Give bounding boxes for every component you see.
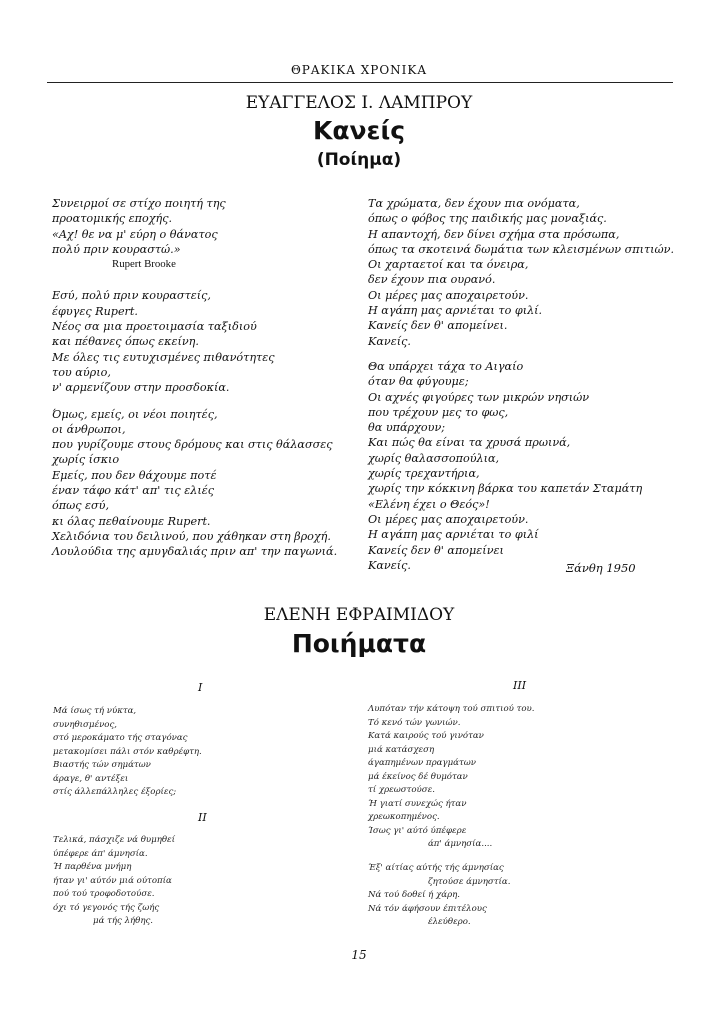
verse-line: Η απαντοχή, δεν δίνει σχήμα στα πρόσωπα, — [368, 227, 620, 241]
section-number-1: I — [198, 681, 203, 694]
verse-line: ν' αρμενίζουν στην προσδοκία. — [52, 381, 230, 395]
verse-line: Τό κενό τών γωνιών. — [368, 717, 461, 728]
verse-line: Τελικά, πάσχιζε νά θυμηθεί — [53, 835, 176, 845]
verse-line: χωρίς ίσκιο — [52, 453, 120, 467]
verse-line: Κανείς δεν θ' απομείνει. — [368, 319, 508, 333]
verse-line: Ίσως γι' αύτό ύπέφερε — [368, 825, 467, 836]
poem1-left-column — [52, 196, 357, 560]
verse-line: Νά τόν άφήσουν έπιτέλους — [368, 903, 487, 914]
left-stanza-1 — [52, 288, 357, 395]
verse-line: Τα χρώματα, δεν έχουν πια ονόματα, — [368, 197, 580, 210]
verse-line: Και πώς θα είναι τα χρυσά πρωινά, — [368, 436, 571, 450]
epigraph — [52, 196, 357, 272]
verse-line: Η αγάπη μας αρνιέται το φιλί — [368, 528, 539, 542]
verse-line: Νέος σα μια προετοιμασία ταξιδιού — [52, 320, 257, 334]
verse-line: χωρίς θαλασσοπούλια, — [368, 451, 500, 465]
verse-line: «Ελένη έχει ο Θεός»! — [368, 497, 490, 511]
verse-line: Χελιδόνια του δειλινού, που χάθηκαν στη βροχή. — [52, 529, 331, 543]
verse-line: Η αγάπη μας αρνιέται το φιλί. — [368, 304, 543, 318]
verse-line: Όμως, εμείς, οι νέοι ποιητές, — [52, 407, 218, 421]
journal-header: ΘΡΑΚΙΚΑ ΧΡΟΝΙΚΑ — [290, 63, 428, 77]
verse-line: Εμείς, που δεν θάχουμε ποτέ — [52, 468, 217, 482]
verse-line: έφυγες Rupert. — [52, 304, 138, 318]
verse-line: χρεωκοπημένος. — [368, 812, 440, 822]
header-rule — [47, 82, 673, 83]
page-number: 15 — [351, 948, 367, 962]
verse-line: που γυρίζουμε στους δρόμους και στις θάλασσες — [52, 438, 333, 452]
verse-line: Λυπόταν τήν κάτοψη τού σπιτιού του. — [368, 704, 535, 714]
verse-line: θα υπάρχουν; — [368, 421, 446, 435]
verse-line: μά τής λήθης. — [93, 916, 154, 926]
verse-line: Κανείς. — [368, 334, 411, 348]
verse-line: Κανείς δεν θ' απομείνει — [368, 543, 504, 557]
epigraph-line: «Αχ! θε να μ' εύρη ο θάνατος — [52, 227, 218, 241]
verse-line: Μά ίσως τή νύκτα, — [53, 706, 137, 716]
verse-line: στίς άλλεπάλληλες έξορίες; — [53, 787, 177, 797]
verse-line: Εσύ, πολύ πριν κουραστείς, — [52, 289, 211, 303]
verse-line: έναν τάφο κάτ' απ' τις ελιές — [52, 484, 214, 498]
epigraph-line: Συνειρμοί σε στίχο ποιητή της — [52, 197, 226, 210]
verse-line: Οι μέρες μας αποχαιρετούν. — [368, 288, 529, 302]
verse-line: άραγε, θ' αντέξει — [53, 773, 129, 784]
verse-line: δεν έχουν πια ουρανό. — [368, 273, 496, 287]
verse-line: Ή παρθένα μνήμη — [53, 862, 132, 872]
poem1-title: Κανείς — [312, 116, 406, 145]
verse-line: όπως εσύ, — [52, 499, 110, 513]
verse-line: όχι τό γεγονός τής ζωής — [53, 902, 160, 913]
poem1-signoff: Ξάνθη 1950 — [566, 561, 636, 575]
verse-line: ζητούσε άμνηστία. — [428, 876, 511, 887]
right-stanza-1 — [368, 196, 673, 349]
epigraph-line: πολύ πριν κουραστώ.» — [52, 242, 181, 256]
verse-line: Έξ' αίτίας αύτής τής άμνησίας — [368, 863, 504, 873]
verse-line: άπ' άμνησία.... — [428, 839, 493, 849]
verse-line: Οι μέρες μας αποχαιρετούν. — [368, 512, 529, 526]
verse-line: Οι αχνές φιγούρες των μικρών νησιών — [368, 390, 590, 404]
poem2-section-3-stanza-2 — [368, 862, 510, 930]
poem2-section-3 — [368, 703, 535, 852]
verse-line: μετακομίσει πάλι στόν καθρέφτη. — [53, 746, 202, 757]
verse-line: Κατά καιρούς τού γινόταν — [368, 731, 484, 741]
verse-line: χωρίς τρεχαντήρια, — [368, 467, 480, 481]
verse-line: και πέθανες όπως εκείνη. — [52, 335, 199, 349]
verse-line: μιά κατάσχεση — [368, 744, 435, 755]
verse-line: οι άνθρωποι, — [52, 422, 126, 436]
poem2-section-1 — [53, 705, 202, 800]
verse-line: του αύριο, — [52, 365, 111, 379]
verse-line: στό μεροκάματο τής σταγόνας — [53, 733, 188, 743]
verse-line: έλεύθερο. — [428, 917, 471, 927]
verse-line: όπως ο φόβος της παιδικής μας μοναξιάς. — [368, 212, 607, 226]
poem1-right-column — [368, 196, 673, 573]
verse-line: χωρίς την κόκκινη βάρκα του καπετάν Σταμάτη — [368, 482, 643, 496]
verse-line: άγαπημένων πραγμάτων — [368, 758, 476, 768]
verse-line: συνηθισμένος, — [53, 719, 118, 730]
poem2-title: Ποιήματα — [291, 629, 427, 658]
poem1-subtitle: (Ποίημα) — [316, 150, 402, 170]
verse-line: Βιαστής τών σημάτων — [53, 760, 151, 770]
verse-line: κι όλας πεθαίνουμε Rupert. — [52, 514, 211, 528]
verse-line: πού τού τροφοδοτούσε. — [53, 889, 155, 899]
verse-line: Ή γιατί συνεχώς ήταν — [368, 798, 467, 809]
verse-line: Κανείς. — [368, 558, 411, 572]
verse-line: μά έκείνος δέ θυμόταν — [368, 771, 468, 782]
poem2-author: ΕΛΕΝΗ ΕΦΡΑΙΜΙΔΟΥ — [263, 605, 455, 625]
verse-line: που τρέχουν μες το φως, — [368, 405, 509, 419]
verse-line: ήταν γι' αύτόν μιά ούτοπία — [53, 875, 172, 886]
verse-line: τί χρεωστούσε. — [368, 785, 435, 795]
verse-line: Θα υπάρχει τάχα το Αιγαίο — [368, 359, 524, 373]
verse-line: όταν θα φύγουμε; — [368, 375, 469, 389]
poem1-author: ΕΥΑΓΓΕΛΟΣ Ι. ΛΑΜΠΡΟΥ — [245, 93, 473, 113]
verse-line: Με όλες τις ευτυχισμένες πιθανότητες — [52, 350, 275, 364]
poem2-section-2 — [53, 834, 175, 929]
section-number-2: II — [198, 811, 207, 824]
verse-line: ύπέφερε άπ' άμνησία. — [53, 848, 148, 859]
section-number-3: III — [513, 679, 527, 692]
epigraph-author: Rupert Brooke — [112, 258, 176, 271]
verse-line: όπως τα σκοτεινά δωμάτια των κλεισμένων σπιτιών. — [368, 242, 675, 256]
verse-line: Λουλούδια της αμυγδαλιάς πριν απ' την παγωνιά. — [52, 545, 338, 559]
epigraph-line: προατομικής εποχής. — [52, 212, 173, 226]
left-stanza-2 — [52, 407, 357, 560]
verse-line: Οι χαρταετοί και τα όνειρα, — [368, 258, 529, 272]
verse-line: Νά τού δοθεί ή χάρη. — [368, 890, 460, 900]
right-stanza-2 — [368, 359, 673, 573]
